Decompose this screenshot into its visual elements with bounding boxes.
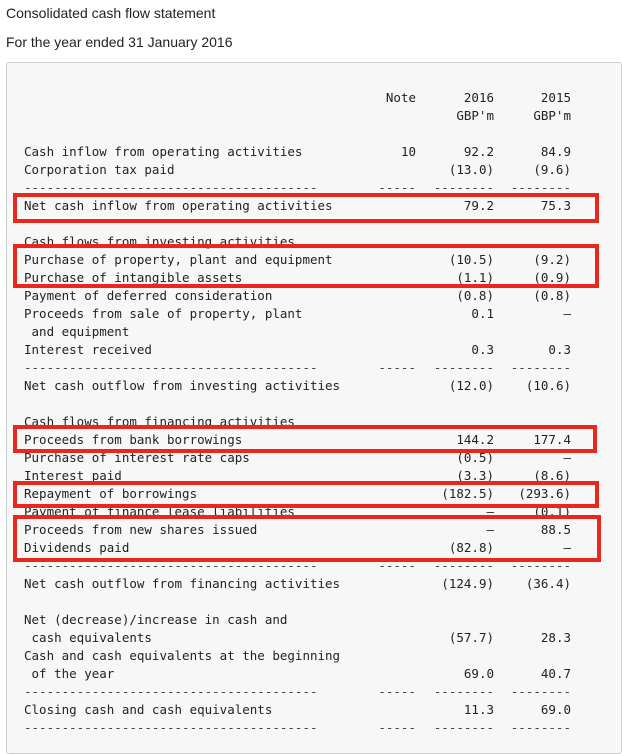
divider-rule: --------------------------------------- — [24, 180, 318, 195]
divider-rule: -------- — [433, 720, 494, 735]
row-label: Net cash outflow from financing activities — [24, 576, 341, 591]
row-value-2015: 69.0 — [540, 702, 571, 717]
row-label-continued: cash equivalents — [24, 630, 152, 645]
divider-rule: --------------------------------------- — [24, 720, 318, 735]
year-2015-header: 2015 — [540, 90, 571, 105]
row-value-2016: (82.8) — [448, 540, 494, 555]
page-title: Consolidated cash flow statement — [6, 5, 216, 21]
row-value-2015: 0.3 — [548, 342, 571, 357]
row-value-2016: (10.5) — [448, 252, 494, 267]
row-value-2015: (293.6) — [518, 486, 571, 501]
row-value-2015: (0.9) — [533, 270, 571, 285]
row-label: Repayment of borrowings — [24, 486, 198, 501]
divider-rule: ----- — [378, 684, 416, 699]
unit-2015-header: GBP'm — [533, 108, 571, 123]
row-value-2015: 75.3 — [540, 198, 571, 213]
row-value-2016: (124.9) — [441, 576, 494, 591]
row-label: Net (decrease)/increase in cash and — [24, 612, 288, 627]
row-label: Proceeds from new shares issued — [24, 522, 258, 537]
divider-rule: -------- — [433, 558, 494, 573]
row-value-2016: (3.3) — [456, 468, 494, 483]
row-value-2016: – — [486, 522, 494, 537]
row-value-2015: 40.7 — [540, 666, 571, 681]
divider-rule: --------------------------------------- — [24, 360, 318, 375]
row-label: Cash inflow from operating activities — [24, 144, 303, 159]
unit-2016-header: GBP'm — [456, 108, 494, 123]
row-value-2016: – — [486, 504, 494, 519]
divider-rule: -------- — [433, 684, 494, 699]
row-value-2015: 28.3 — [540, 630, 571, 645]
section-heading: Cash flows from financing activities — [24, 414, 295, 429]
row-label: Proceeds from sale of property, plant — [24, 306, 303, 321]
row-value-2015: 84.9 — [540, 144, 571, 159]
row-value-2016: 11.3 — [463, 702, 494, 717]
row-label: Corporation tax paid — [24, 162, 175, 177]
divider-rule: -------- — [510, 180, 571, 195]
row-value-2016: 0.3 — [471, 342, 494, 357]
year-2016-header: 2016 — [463, 90, 494, 105]
row-label: Purchase of interest rate caps — [24, 450, 250, 465]
divider-rule: -------- — [510, 720, 571, 735]
page-subtitle: For the year ended 31 January 2016 — [6, 34, 233, 50]
row-value-2016: (0.8) — [456, 288, 494, 303]
row-label: Interest received — [24, 342, 152, 357]
row-label: Interest paid — [24, 468, 122, 483]
row-label: Dividends paid — [24, 540, 130, 555]
row-note: 10 — [400, 144, 416, 159]
row-value-2015: 177.4 — [533, 432, 571, 447]
row-value-2015: (8.6) — [533, 468, 571, 483]
row-value-2015: – — [563, 540, 571, 555]
divider-rule: ----- — [378, 720, 416, 735]
divider-rule: -------- — [433, 180, 494, 195]
row-label: Closing cash and cash equivalents — [24, 702, 273, 717]
row-label: Payment of finance lease liabilities — [24, 504, 295, 519]
row-value-2016: 79.2 — [463, 198, 494, 213]
row-value-2015: (0.8) — [533, 288, 571, 303]
row-value-2015: (9.2) — [533, 252, 571, 267]
row-value-2016: 144.2 — [456, 432, 494, 447]
note-column-header: Note — [385, 90, 416, 105]
row-value-2016: 69.0 — [463, 666, 494, 681]
row-value-2016: (0.5) — [456, 450, 494, 465]
row-value-2016: (12.0) — [448, 378, 494, 393]
divider-rule: ----- — [378, 180, 416, 195]
row-value-2016: 0.1 — [471, 306, 494, 321]
row-value-2015: – — [563, 450, 571, 465]
row-label: Net cash inflow from operating activities — [24, 198, 333, 213]
row-label: Net cash outflow from investing activities — [24, 378, 341, 393]
row-label-continued: of the year — [24, 666, 115, 681]
row-value-2016: (57.7) — [448, 630, 494, 645]
row-label: Purchase of intangible assets — [24, 270, 243, 285]
row-value-2015: (0.1) — [533, 504, 571, 519]
row-value-2015: 88.5 — [540, 522, 571, 537]
row-value-2015: (36.4) — [525, 576, 571, 591]
row-label: Cash and cash equivalents at the beginning — [24, 648, 341, 663]
row-label: Payment of deferred consideration — [24, 288, 273, 303]
row-label-continued: and equipment — [24, 324, 130, 339]
divider-rule: --------------------------------------- — [24, 684, 318, 699]
divider-rule: ----- — [378, 558, 416, 573]
divider-rule: -------- — [510, 360, 571, 375]
divider-rule: -------- — [510, 558, 571, 573]
divider-rule: --------------------------------------- — [24, 558, 318, 573]
divider-rule: -------- — [510, 684, 571, 699]
row-value-2015: – — [563, 306, 571, 321]
section-heading: Cash flows from investing activities — [24, 234, 295, 249]
row-value-2015: (9.6) — [533, 162, 571, 177]
row-label: Purchase of property, plant and equipment — [24, 252, 333, 267]
divider-rule: ----- — [378, 360, 416, 375]
row-label: Proceeds from bank borrowings — [24, 432, 243, 447]
row-value-2016: (1.1) — [456, 270, 494, 285]
row-value-2015: (10.6) — [525, 378, 571, 393]
divider-rule: -------- — [433, 360, 494, 375]
row-value-2016: (182.5) — [441, 486, 494, 501]
row-value-2016: (13.0) — [448, 162, 494, 177]
row-value-2016: 92.2 — [463, 144, 494, 159]
